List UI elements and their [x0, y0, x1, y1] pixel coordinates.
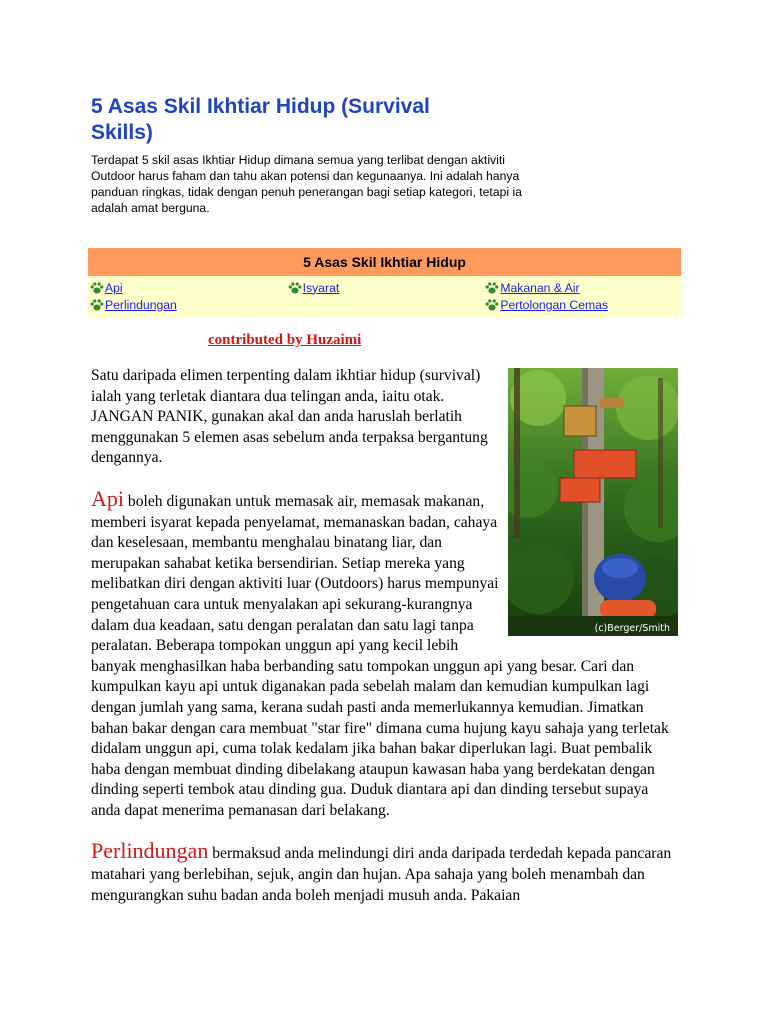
- perlindungan-paragraph: [91, 838, 681, 906]
- paw-print-icon: [90, 299, 104, 311]
- api-text: boleh digunakan untuk memasak air, memasak makanan, memberi isyarat kepada penyelamat, memanaskan badan, cahaya dan keselesaan, membantu menghalau binatang liar, dan merupakan sahabat ketika bersendirian. Setiap mereka yang melibatkan diri dengan aktiviti luar (Outdoors) harus mempunyai pengetahuan cara untuk menyalakan api sekurang-kurangnya dalam dua keadaan, satu dengan peralatan dan satu lagi tanpa peralatan. Beberapa tompokan unggun api yang kecil lebih banyak menghasilkan haba berbanding satu tompokan unggun api yang besar. Cari dan kumpulkan kayu api untuk diganakan pada sebelah malam dan kemudian kumpulkan lagi dengan jumlah yang sama, kerana sudah pasti anda memerlukannya kemudian. Jimatkan bahan bakar dengan cara membuat "star fire" dimana cuma hujung kayu sahaja yang terletak didalam unggun api, cuma tolak kedalam jika bahan bakar diperlukan lagi. Buat pembalik haba dengan membuat dinding dibelakang ataupun kawasan haba yang berdekatan dengan dinding seperti tembok atau dinding gua. Duduk diantara api dan dinding tersebut supaya anda dapat menerima pemanasan dari belakang.: [91, 492, 669, 819]
- link-makanan-air[interactable]: Makanan & Air: [500, 280, 580, 295]
- menu-item-isyarat[interactable]: [288, 279, 484, 296]
- perlindungan-text: bermaksud anda melindungi diri anda daripada terdedah kepada pancaran matahari yang berlebihan, sejuk, angin dan hujan. Apa sahaja yang boleh menambah dan mengurangkan suhu badan anda boleh menjadi musuh anda. Pakaian: [91, 845, 672, 904]
- link-perlindungan[interactable]: Perlindungan: [105, 297, 177, 312]
- article-body: [91, 366, 681, 926]
- paw-print-icon: [90, 282, 104, 294]
- menu-heading: 5 Asas Skil Ikhtiar Hidup: [88, 248, 681, 276]
- link-api[interactable]: Api: [105, 280, 123, 295]
- menu-item-pertolongan-cemas[interactable]: [485, 296, 681, 313]
- link-isyarat[interactable]: Isyarat: [302, 280, 340, 295]
- intro-paragraph: Satu daripada elimen terpenting dalam ikhtiar hidup (survival) ialah yang terletak diantara dua telingan anda, iaitu otak. JANGAN PANIK, gunakan akal dan anda haruslah berlatih menggunakan 5 elemen asas sebelum anda terpaksa bergantung dengannya.: [91, 367, 488, 467]
- menu-item-perlindungan[interactable]: [90, 296, 286, 313]
- skills-menu-table: [88, 248, 681, 317]
- paw-print-icon: [288, 282, 302, 294]
- paw-print-icon: [485, 282, 499, 294]
- photo-credit: (c)Berger/Smith: [594, 623, 670, 634]
- link-pertolongan-cemas[interactable]: Pertolongan Cemas: [500, 297, 609, 312]
- intro-text: Terdapat 5 skil asas Ikhtiar Hidup dimana semua yang terlibat dengan aktiviti Outdoor harus faham dan tahu akan potensi dan kegunaanya. Ini adalah hanya panduan ringkas, tidak dengan penuh penerangan bagi setiap kategori, tetapi ia adalah amat berguna.: [91, 153, 522, 215]
- photo-spacer: [499, 366, 681, 638]
- menu-item-api[interactable]: [90, 279, 286, 296]
- api-heading: Api: [91, 485, 124, 511]
- menu-item-makanan-air[interactable]: [485, 279, 681, 296]
- paw-print-icon: [485, 299, 499, 311]
- page-title: 5 Asas Skil Ikhtiar Hidup (Survival Skills): [91, 95, 430, 144]
- perlindungan-heading: Perlindungan: [91, 838, 209, 864]
- contributor-credit: contributed by Huzaimi: [208, 332, 362, 348]
